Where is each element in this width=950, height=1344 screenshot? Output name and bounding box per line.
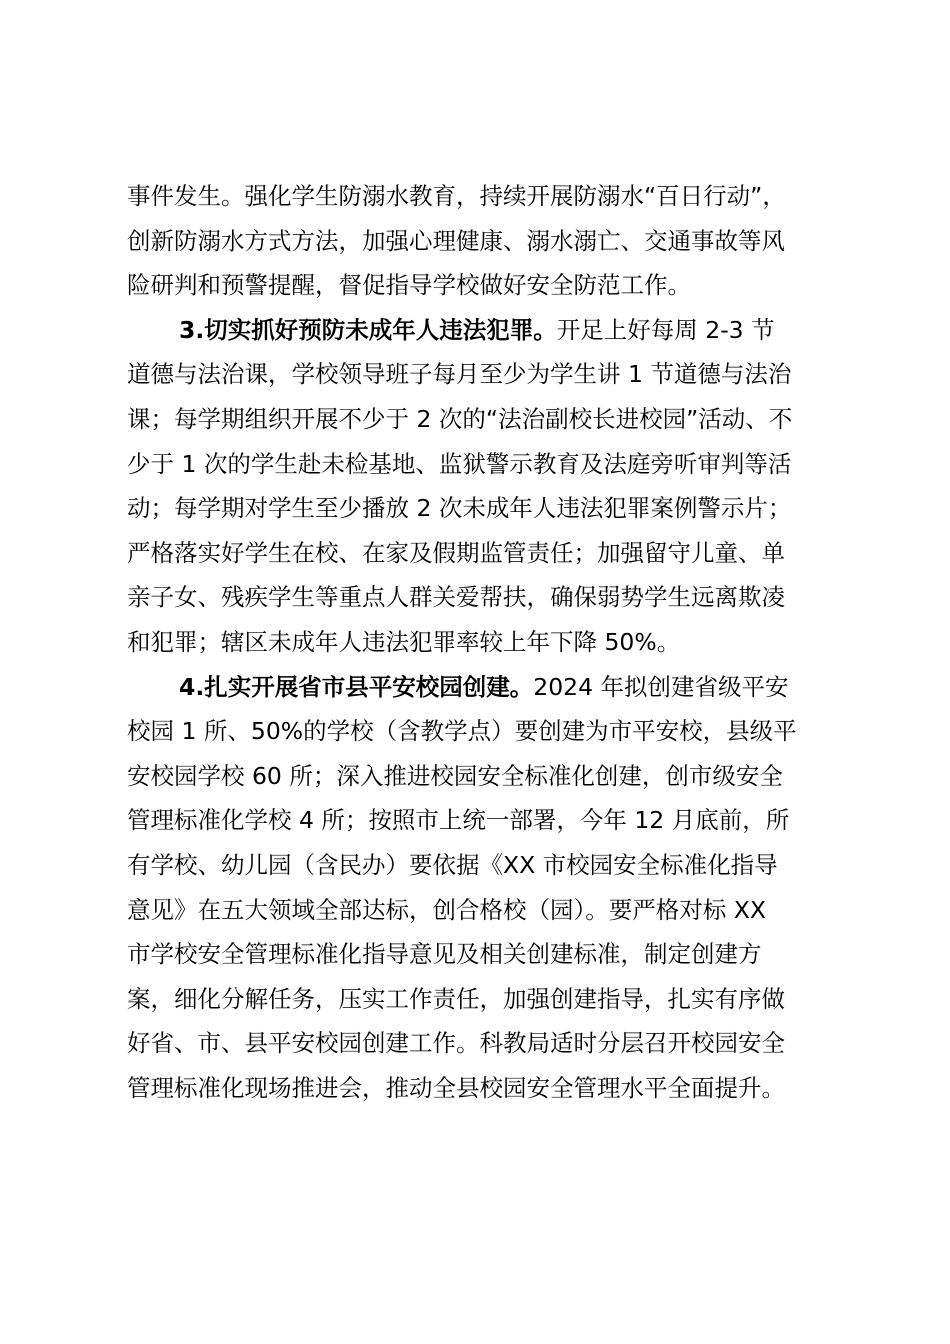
text-line: 市学校安全管理标准化指导意见及相关创建标准，制定创建方 — [127, 940, 762, 969]
text-line: 严格落实好学生在校、在家及假期监管责任；加强留守儿童、单 — [127, 538, 785, 567]
text-run: 2024 年拟创建省级平安 — [533, 672, 789, 701]
text-line: 有学校、幼儿园（含民办）要依据《XX 市校园安全标准化指导 — [127, 850, 778, 879]
paragraph-first-line — [127, 308, 835, 353]
document-body — [127, 174, 835, 1110]
text-line: 意见》在五大领域全部达标，创合格校（园）。要严格对标 XX — [127, 895, 766, 924]
text-line: 事件发生。强化学生防溺水教育，持续开展防溺水“百日行动”， — [127, 182, 786, 210]
text-line: 好省、市、县平安校园创建工作。科教局适时分层召开校园安全 — [127, 1029, 785, 1058]
paragraph-first-line — [127, 665, 835, 710]
paragraph-juvenile-crime-prevention — [127, 308, 835, 665]
text-line: 管理标准化学校 4 所；按照市上统一部署，今年 12 月底前，所 — [127, 806, 790, 835]
text-line: 管理标准化现场推进会，推动全县校园安全管理水平全面提升。 — [127, 1073, 785, 1102]
paragraph-continuation — [127, 174, 835, 308]
text-line: 校园 1 所、50%的学校（含教学点）要创建为市平安校，县级平 — [127, 717, 797, 746]
text-line: 险研判和预警提醒，督促指导学校做好安全防范工作。 — [127, 271, 691, 300]
text-line: 课；每学期组织开展不少于 2 次的“法治副校长进校园”活动、不 — [127, 404, 793, 433]
section-heading-4: 4.扎实开展省市县平安校园创建。 — [179, 672, 534, 701]
text-run: 开足上好每周 2-3 节 — [556, 315, 775, 344]
text-line: 安校园学校 60 所；深入推进校园安全标准化创建，创市级安全 — [127, 761, 783, 790]
text-line: 少于 1 次的学生赴未检基地、监狱警示教育及法庭旁听审判等活 — [127, 449, 792, 478]
section-heading-3: 3.切实抓好预防未成年人违法犯罪。 — [179, 315, 557, 344]
text-line: 亲子女、残疾学生等重点人群关爱帮扶，确保弱势学生远离欺凌 — [127, 583, 785, 612]
text-line: 创新防溺水方式方法，加强心理健康、溺水溺亡、交通事故等风 — [127, 226, 785, 255]
text-line: 道德与法治课，学校领导班子每月至少为学生讲 1 节道德与法治 — [127, 360, 792, 389]
text-line: 案，细化分解任务，压实工作责任，加强创建指导，扎实有序做 — [127, 984, 785, 1013]
paragraph-safe-campus-creation — [127, 665, 835, 1111]
text-line: 和犯罪；辖区未成年人违法犯罪率较上年下降 50%。 — [127, 627, 681, 656]
text-line: 动；每学期对学生至少播放 2 次未成年人违法犯罪案例警示片； — [127, 494, 792, 523]
